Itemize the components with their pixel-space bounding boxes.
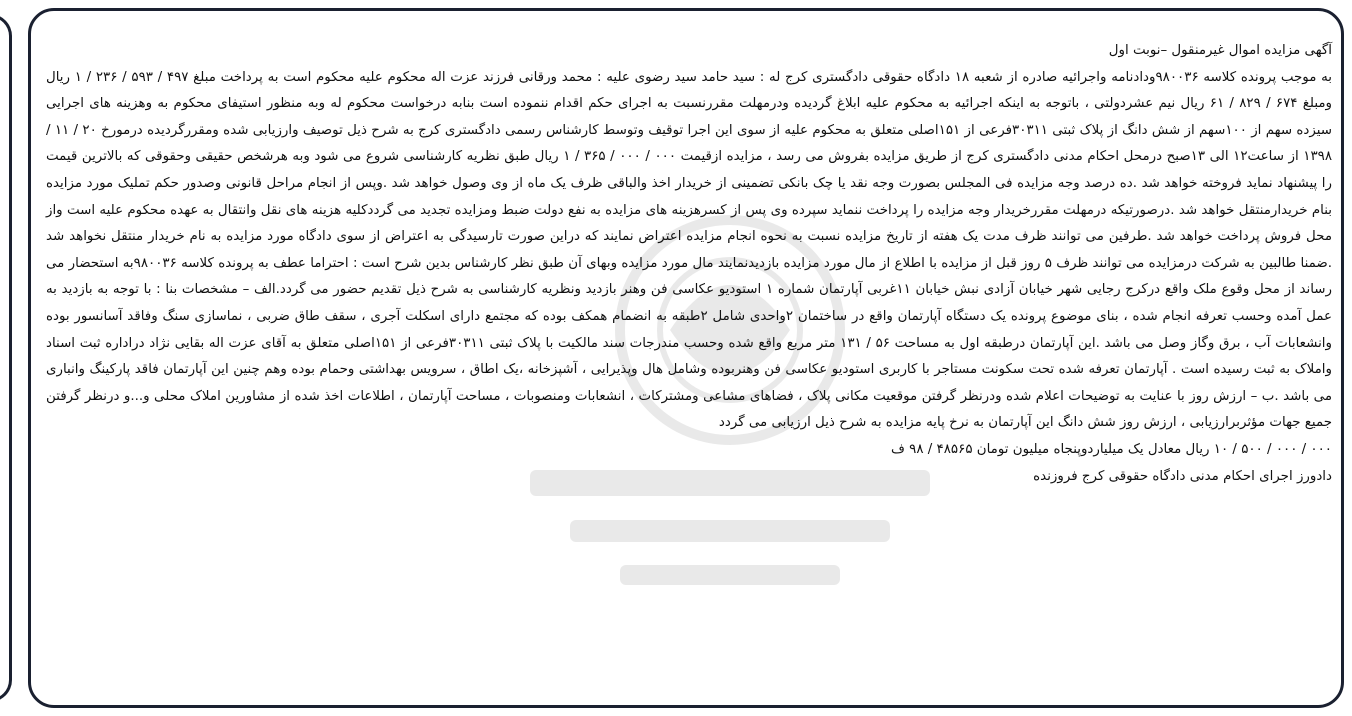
notice-title: آگهی مزایده اموال غیرمنقول –نوبت اول: [1108, 43, 1332, 58]
notice-signature: دادورز اجرای احکام مدنی دادگاه حقوقی کرج فروزنده: [1033, 468, 1332, 484]
notice-body: [46, 38, 1332, 490]
page-edge-bracket: [0, 14, 12, 702]
notice-text: به موجب پرونده کلاسه ۹۸۰۰۳۶ودادنامه واجرائیه صادره از شعبه ۱۸ دادگاه حقوقی دادگستری کرج له : سید حامد سید رضوی علیه : محمد ورقانی فرزند عزت اله محکوم علیه محکوم است به پرداخت مبلغ ۴۹۷ / ۵۹۳ / ۲۳۶ / ۱ ریال ومبلغ ۶۷۴ / ۸۲۹ / ۶۱ ریال نیم عشردولتی ، باتوجه به اینکه اجرائیه به محکوم علیه ابلاغ گردیده ودرمهلت مقررنسبت به اجرای حکم اقدام ننموده است بنابه درخواست محکوم له وبه منظور استیفای محکوم به وهزینه های اجرایی سیزده سهم از ۱۰۰سهم از شش دانگ از پلاک ثبتی ۳۰۳۱۱فرعی از ۱۵۱اصلی متعلق به محکوم علیه از سوی این اجرا توقیف وتوسط کارشناس رسمی دادگستری کرج به شرح ذیل توصیف وارزیابی شده ومقررگردیده درمورخ ۲۰ / ۱۱ / ۱۳۹۸ از ساعت۱۲ الی ۱۳صبح درمحل احکام مدنی دادگستری کرج از طریق مزایده بفروش می رسد ، مزایده ازقیمت ۰۰۰ / ۰۰۰ / ۳۶۵ / ۱ ریال طبق نظریه کارشناسی شروع می شود وبه هرشخص حقیقی وحقوقی که بالاترین قیمت را پیشنهاد نماید فروخته خواهد شد .ده درصد وجه مزایده فی المجلس بصورت وجه نقد یا چک بانکی تضمینی از خریدار اخذ والباقی ظرف یک ماه از وی وصول خواهد شد .وپس از انجام مراحل قانونی وصدور حکم تملیک مورد مزایده بنام خریدارمنتقل خواهد شد .درصورتیکه درمهلت مقررخریدار وجه مزایده را پرداخت ننماید سپرده وی پس از کسرهزینه های مزایده به نفع دولت ضبط ومزایده تجدید می گرددکلیه هزینه های نقل وانتقال به عهده محکوم علیه است واز محل فروش پرداخت خواهد شد .طرفین می توانند ظرف مدت یک هفته از تاریخ مزایده نسبت به نحوه انجام مزایده اعتراض نمایند که دراین صورت تارسیدگی به اعتراض از سوی دادگاه مورد مزایده به نام خریدار منتقل نخواهد شد .ضمنا طالبین به شرکت درمزایده می توانند ظرف ۵ روز قبل از مزایده با اطلاع از مال مورد مزایده بازدیدنمایند مال مورد مزایده وبهای آن طبق نظر کارشناس بدین شرح است : احتراما عطف به پرونده کلاسه ۹۸۰۰۳۶به استحضار می رساند از محل وقوع ملک واقع درکرج رجایی شهر خیابان آزادی نبش خیابان ۱۱غربی آپارتمان شماره ۱ استودیو عکاسی فن وهنر بازدید ونظریه کارشناسی به شرح ذیل تقدیم حضور می گردد.الف – مشخصات بنا : با توجه به بازدید به عمل آمده وحسب تعرفه انجام شده ، بنای موضوع پرونده یک دستگاه آپارتمان واقع در ساختمان ۲واحدی شامل ۲طبقه به انضمام همکف بوده که مجتمع دارای اسکلت آجری ، سقف طاق ضربی ، نماسازی سنگ وفاقد آسانسور بوده وانشعابات آب ، برق وگاز وصل می باشد .این آپارتمان درطبقه اول به مساحت ۵۶ / ۱۳۱ متر مربع واقع شده وحسب مندرجات سند مالکیت با پلاک ثبتی ۳۰۳۱۱فرعی از ۱۵۱اصلی متعلق به آقای عزت اله بقایی نژاد دراداره ثبت اسناد واملاک به ثبت رسیده است . آپارتمان تعرفه شده تحت سکونت مستاجر با کاربری استودیو عکاسی فن وهنربوده وشامل هال وپذیرایی ، آشپزخانه ،یک اطاق ، سرویس بهداشتی وحمام بوده وهم چنین این آپارتمان فاقد پارکینگ وانباری می باشد .ب – ارزش روز با عنایت به توضیحات اعلام شده ودرنظر گرفتن موقعیت مکانی پلاک ، فضاهای مشاعی ومشترکات ، انشعابات ومنصوبات ، مساحت آپارتمان ، اطلاعات اخذ شده از مشاورین املاک محلی و...و درنظر گرفتن جمیع جهات مؤثربرارزیابی ، ارزش روز شش دانگ این آپارتمان به نرخ پایه مزایده به شرح ذیل ارزیابی می گردد: [46, 69, 1333, 431]
notice-amount-line: ۰۰۰ / ۰۰۰ / ۵۰۰ / ۱۰ ریال معادل یک میلیاردوپنجاه میلیون تومان ۴۸۵۶۵ / ۹۸ ف: [890, 441, 1332, 457]
